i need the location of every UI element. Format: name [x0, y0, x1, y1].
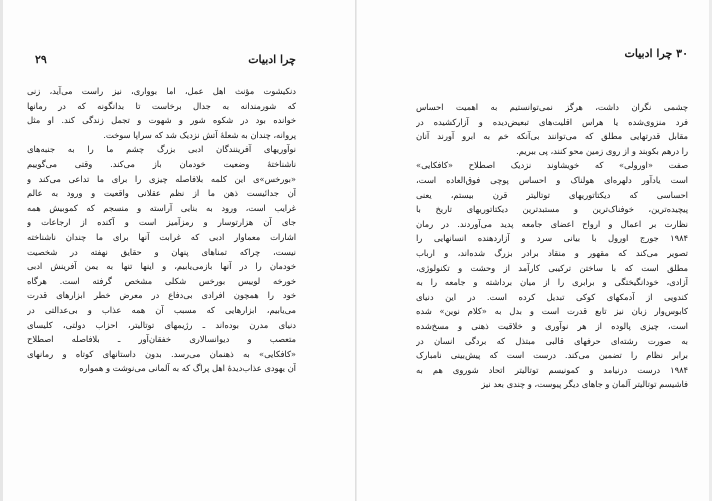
right-page-title: چرا ادبیات: [624, 46, 673, 60]
text-line: مطلق است که با ساختن ترکیبی کارآمد از وحشت و تکنولوژی،: [416, 262, 688, 273]
text-line: خود را همچون افرادی بی‌دفاع در معرض خطر ابزارهای قدرت: [27, 290, 296, 301]
text-line: چشمی نگران داشت، هرگز نمی‌توانستیم به اهمیت احساس: [416, 102, 688, 112]
right-page-number-title: [625, 47, 688, 60]
text-line: دنیای مدرن بوده‌اند ـ رژیمهای توتالیتر، احزاب دولتی، کلیسای: [27, 319, 296, 330]
text-line: «بورخس»‌ی این کلمه بلافاصله چیزی را برای ما تداعی می‌کند و: [27, 173, 296, 184]
text-line: آزادی، خودانگیختگی و برابری را از میان برداشته و جامعه را به: [416, 277, 688, 288]
right-page-header: [416, 46, 688, 60]
text-line: دنکیشوت مؤنث اهل عمل، اما بوواری، نیز راست می‌آید، زنی: [27, 86, 296, 96]
text-line: برابر نظام را تضمین می‌کند. درست است که پیش‌بینی نامبارک: [416, 350, 688, 361]
text-line: است، چیزی پالوده از هر نوآوری و خلاقیت ذهنی و مسخ‌شده: [416, 320, 688, 331]
left-page-number: ۲۹: [35, 52, 47, 66]
text-line: کابوس‌وار زبان نیز تابع قدرت است و بدل به «کلام نوین» شده: [416, 306, 688, 317]
text-line: مقابل قدرتهایی مطلق که می‌توانند بی‌آنکه خم به ابرو آورند آنان: [416, 131, 688, 142]
text-line: پروانه، چندان به شعلهٔ آتش نزدیک شد که سراپا سوخت.: [103, 129, 296, 140]
text-line: خودمان را در آنها بازمی‌یابیم، و اینها تنها به یمن آفرینش ادبی: [27, 261, 296, 272]
text-line: که شورمندانه به جدال برخاست تا بدانگونه که در رمانها: [27, 100, 296, 111]
text-line: را درهم بکوبند و از روی زمین محو کنند، پی ببریم.: [516, 145, 688, 156]
right-page: [356, 0, 712, 501]
text-line: فرد منزوی‌شده یا هراس اقلیت‌های تبعیض‌دیده و آزارکشیده در: [416, 116, 688, 127]
right-page-body: [416, 100, 688, 392]
text-line: آن یهودی عذاب‌دیدهٔ اهل پراگ که به آلمانی می‌نوشت و همواره: [79, 363, 296, 374]
text-line: اشارات معماوار ادبی که غرابت آنها برای ما چندان ناشناخته: [27, 231, 296, 242]
text-line: فاشیسم توتالیتر آلمان و جاهای دیگر پیوست، و چندی بعد نیز: [481, 379, 688, 390]
text-line: آن جدائیست ذهن ما از نظم عقلانی واقعیت و ورود به عالم: [27, 188, 296, 199]
text-line: خورخه لوییس بورخس شکلی مشخص گرفته است. هرگاه: [27, 275, 296, 286]
text-line: کندویی از آدمکهای کوکی تبدیل کرده است. در این دنیای: [416, 291, 688, 302]
text-line: «کافکایی» به ذهنمان می‌رسد. بدون داستانهای کوتاه و رمانهای: [27, 348, 296, 359]
text-line: ناشناختهٔ وضعیت خودمان باز می‌کند. وقتی می‌گوییم: [27, 158, 296, 169]
text-line: نظارت بر اعمال و ارواح اعضای جامعه پدید می‌آوردند. در رمان: [416, 218, 688, 229]
left-page-title: چرا ادبیات: [248, 52, 296, 66]
text-line: به صورت رشته‌ای حرفهای قالبی مبتذل که بردگی انسان در: [416, 335, 688, 346]
text-line: خوانده بود در شکوه شور و شهوت و تجمل زندگی کند. او مثل: [27, 115, 296, 126]
text-line: غرایب است، ورود به بنایی آراسته و منسجم که کموبیش همه: [27, 202, 296, 213]
text-line: جای آن هزارتوسار و رمزآمیز است و آکنده از ارجاعات و: [27, 217, 296, 228]
text-line: متعصب و دیوانسالاری خفقان‌آور ـ بلافاصله اصطلاح: [27, 334, 296, 345]
text-line: تصویر می‌کند که مقهور و منقاد برادر بزرگ شده‌اند، و ارباب: [416, 247, 688, 258]
text-line: ۱۹۸۴ جورج اورول با بیانی سرد و آزاردهنده انسانهایی را: [416, 233, 688, 244]
text-line: احساسی که دیکتاتوریهای توتالیتر قرن بیستم، یعنی: [416, 189, 688, 200]
text-line: نیست، چراکه تمنا‌های پنهان و حقایق نهفته در شخصیت: [27, 246, 296, 257]
text-line: است یادآور دلهره‌ای هولناک و احساس پوچی فوق‌العاده است،: [416, 174, 688, 185]
text-line: می‌یابیم، ابزارهایی که مسبب آن همه عذاب و بی‌عدالتی در: [27, 304, 296, 315]
left-page-header: [27, 52, 296, 66]
right-page-number: ۳۰: [676, 46, 688, 60]
text-line: صفت «اورولی» که خویشاوند نزدیک اصطلاح «کافکایی»: [416, 160, 688, 171]
text-line: پیچیده‌ترین، خوفناک‌ترین و مستبدترین دیکتاتوریهای تاریخ با: [416, 204, 688, 215]
text-line: ۱۹۸۴ درست درنیامد و کمونیسم توتالیتر اتحاد شوروی هم به: [416, 364, 688, 375]
left-page-body: [27, 84, 296, 376]
text-line: نوآوریهای آفرینندگان ادبی بزرگ چشم ما را به جنبه‌های: [27, 144, 296, 155]
